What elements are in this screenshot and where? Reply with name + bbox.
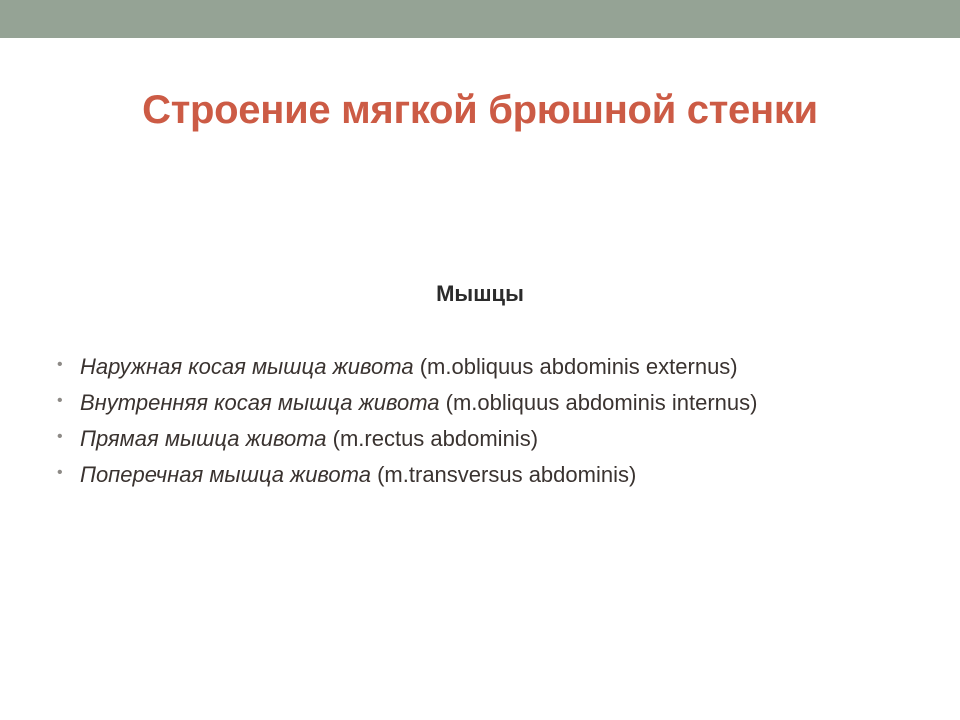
- bullet-dot-icon: •: [57, 428, 63, 445]
- muscle-list: [57, 352, 937, 496]
- muscle-name-latin: (m.obliquus abdominis internus): [445, 390, 758, 415]
- muscle-name-latin: (m.transversus abdominis): [377, 462, 637, 487]
- list-item-text: [80, 352, 738, 382]
- list-item: [57, 424, 937, 460]
- list-item: [57, 352, 937, 388]
- muscle-name-ru: Наружная косая мышца живота: [80, 354, 414, 379]
- slide-title: Строение мягкой брюшной стенки: [142, 88, 818, 132]
- list-item: [57, 388, 937, 424]
- muscle-name-ru: Поперечная мышца живота: [80, 462, 371, 487]
- muscle-name-ru: Прямая мышца живота: [80, 426, 327, 451]
- muscle-name-ru: Внутренняя косая мышца живота: [80, 390, 440, 415]
- muscle-name-latin: (m.rectus abdominis): [332, 426, 539, 451]
- list-item-text: [80, 460, 636, 490]
- bullet-dot-icon: •: [57, 356, 63, 373]
- bullet-dot-icon: •: [57, 392, 63, 409]
- top-accent-bar: [0, 0, 960, 38]
- list-item: [57, 460, 937, 496]
- bullet-dot-icon: •: [57, 464, 63, 481]
- section-heading: Мышцы: [436, 281, 524, 306]
- list-item-text: [80, 388, 757, 418]
- muscle-name-latin: (m.obliquus abdominis externus): [419, 354, 738, 379]
- list-item-text: [80, 424, 538, 454]
